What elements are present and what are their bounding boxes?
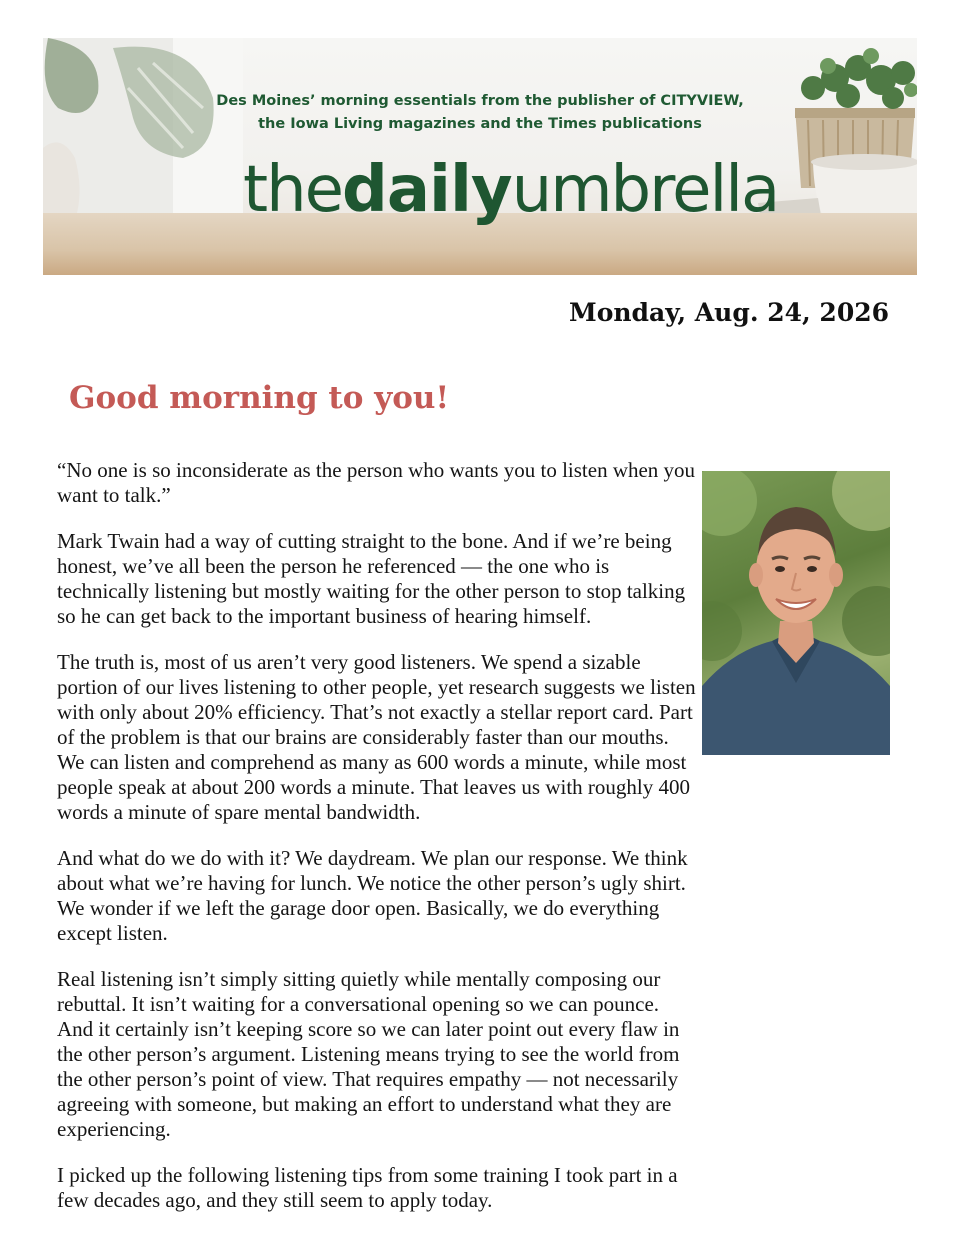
article-paragraph: I picked up the following listening tips from some training I took part in a few decades ago, and they still seem to apply today. <box>57 1163 678 1212</box>
banner-tagline-line-2: the Iowa Living magazines and the Times publications <box>258 116 702 132</box>
wordmark-daily: daily <box>342 153 512 227</box>
brand-wordmark <box>243 150 779 230</box>
issue-date: Monday, Aug. 24, 2026 <box>569 298 889 327</box>
wordmark-the: the <box>243 153 343 227</box>
wordmark-umbrella: umbrella <box>511 153 779 227</box>
banner-tagline-line-1: Des Moines’ morning essentials from the publisher of CITYVIEW, <box>216 93 744 109</box>
article-body <box>57 458 697 1234</box>
portrait-illustration <box>702 471 890 755</box>
article-paragraph: Mark Twain had a way of cutting straight to the bone. And if we’re being honest, we’ve all been the person he referenced — the one who is technically listening but mostly waiting for the other person to stop talking so he can get back to the important business of hearing himself. <box>57 529 686 628</box>
banner-tagline <box>43 90 917 136</box>
masthead-banner <box>43 38 917 275</box>
greeting-heading: Good morning to you! <box>69 380 450 416</box>
article-paragraph: And what do we do with it? We daydream. We plan our response. We think about what we’re having for lunch. We notice the other person’s ugly shirt. We wonder if we left the garage door open. Basically, we do everything except listen. <box>57 846 688 945</box>
author-portrait-photo <box>702 471 890 755</box>
article-paragraph: “No one is so inconsiderate as the person who wants you to listen when you want to talk.” <box>57 458 696 507</box>
article-paragraph: The truth is, most of us aren’t very good listeners. We spend a sizable portion of our lives listening to other people, yet research suggests we listen with only about 20% efficiency. That’s not exactly a stellar report card. Part of the problem is that our brains are considerably faster than our mouths. We can listen and comprehend as many as 600 words a minute, while most people speak at about 200 words a minute. That leaves us with roughly 400 words a minute of spare mental bandwidth. <box>57 650 696 824</box>
article-paragraph: Real listening isn’t simply sitting quietly while mentally composing our rebuttal. It isn’t waiting for a conversational opening so we can pounce. And it certainly isn’t keeping score so we can later point out every flaw in the other person’s argument. Listening means trying to see the world from the other person’s point of view. That requires empathy — not necessarily agreeing with someone, but making an effort to understand what they are experiencing. <box>57 967 680 1141</box>
